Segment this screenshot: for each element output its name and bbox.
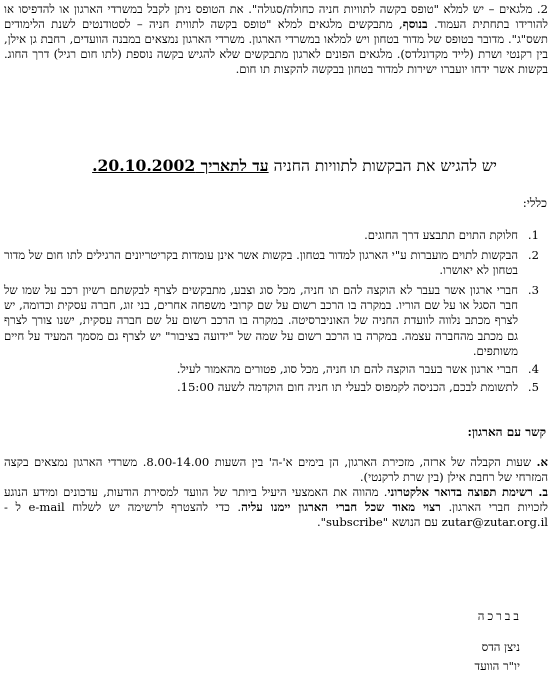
list-item-number: 5. xyxy=(527,379,539,394)
contact-item-a-text: שעות הקבלה של ארזה, מזכירת הארגון, הן בימים א'-ה' בין השעות 8.00-14.00. משרדי הארגון נמצאים בקצה המזרחי של רחבת אילן (בין שרת לרקנטי). xyxy=(4,455,548,485)
contact-item-b-label: ב. xyxy=(538,485,548,500)
list-item xyxy=(4,362,548,377)
contact-item-a xyxy=(4,455,548,485)
mailing-list-emphasis: רצוי מאוד שכל חברי הארגון יימנו עליה xyxy=(241,500,441,515)
mailing-list-text-1: . מהווה את האמצעי היעיל ביותר של הוועד למסירת הודעות, עדכונים ומידע הנוגע לזכויות חברי הארגון. xyxy=(4,485,548,515)
signature-name: ניצן הדס xyxy=(481,640,520,654)
contact-heading: קשר עם הארגון: xyxy=(467,425,546,439)
list-item-text: הבקשות לתוים מועברות ע"י הארגון למדור בטחון. בקשות אשר אינן עומדות בקריטריונים הרגילים לתו חום של מדור בטחון לא יאושרו. xyxy=(4,248,518,278)
list-item-number: 1. xyxy=(527,228,539,242)
list-item-number: 4. xyxy=(527,361,539,376)
intro-emphasis: בנוסף xyxy=(402,17,428,32)
list-item-number: 3. xyxy=(527,283,539,298)
list-item-text: חברי ארגון אשר בעבר לא הוקצה להם תו חניה, מכל סוג וצבע, מתבקשים לצרף לבקשתם רשיון רכב על שמו של חבר הסגל או על שם הוריו. במקרה בו הרכב רשום על שם קרובי משפחה אחרים, בני זוג, חברה עסקית וכדומה, יש לצרף מכתב נלווה לוועדת החניה של האוניברסיטה. במקרה בו הרכב רשום על שם חברה עסקית, ישנו צורך לצרף גם מכתב מהחברה עצמה. במקרה בו הרכב רשום על שמה של "ידועה בציבור" יש לצרף גם מסמך המעיד על חיים משותפים. xyxy=(4,283,518,358)
intro-text-1: 2. מלגאים – יש למלא "טופס בקשה לתוויות חניה כחולה/סגולה". את הטופס ניתן לקבל במשרדי הארגון או להדפיסו או להורידו בתחתית העמוד. xyxy=(4,2,548,32)
deadline-heading xyxy=(92,156,497,176)
rules-list xyxy=(4,228,548,400)
list-item-text: חלוקת התוים תתבצע דרך החוגים. xyxy=(364,228,518,242)
list-item-number: 2. xyxy=(527,248,539,263)
list-item xyxy=(4,228,548,243)
mailing-list-text-3: עם הנושא "subscribe". xyxy=(316,515,442,530)
list-item-text: חברי ארגון אשר בעבר הוקצה להם תו חניה, מכל סוג, פטורים מהאמור לעיל. xyxy=(176,361,518,376)
list-item xyxy=(4,283,548,358)
general-label: כללי: xyxy=(522,196,547,210)
contact-item-a-label: א. xyxy=(536,455,548,469)
list-item-text: לתשומת לבכם, הכניסה לקמפוס לבעלי תו חניה חום הוקדמה לשעה 15:00. xyxy=(176,379,518,394)
deadline-date: עד לתאריך 20.10.2002. xyxy=(92,156,269,175)
list-item xyxy=(4,380,548,395)
signature-greeting: בברכה xyxy=(477,609,522,623)
intro-text-2: , מתבקשים מלגאים למלא "טופס בקשה לתווית חניה – לסטודנטים לשנת הלימודים תשס"ג". מדובר בטופס של מדור בטחון ויש למלאו במשרדי הארגון. משרדי הארגון נמצאים במבנה הוועדים, רחבת גן אילן, בין רקנטי ושרת (לייד מקדונלדס). מלגאים הפונים לארגון מתבקשים שלא להגיש בקשה נוספת (לתו חום רגיל) דרך החוג. בקשות אשר ידחו יועברו ישירות למדור בטחון בבקשה להקצות תו חום. xyxy=(4,17,548,77)
signature-role: יו"ר הוועד xyxy=(474,659,520,673)
mailing-list-title: רשימת תפוצה בדואר אלקטרוני xyxy=(387,485,539,500)
contact-email[interactable]: zutar@zutar.org.il xyxy=(441,515,548,530)
intro-paragraph xyxy=(4,2,548,77)
contact-section xyxy=(4,455,548,530)
contact-item-b xyxy=(4,485,548,530)
mailing-list-text-2: . כדי להצטרף לרשימה יש לשלוח e-mail ל - xyxy=(4,500,242,515)
list-item xyxy=(4,248,548,278)
deadline-prefix: יש להגיש את הבקשות לתוויות החניה xyxy=(268,157,497,175)
